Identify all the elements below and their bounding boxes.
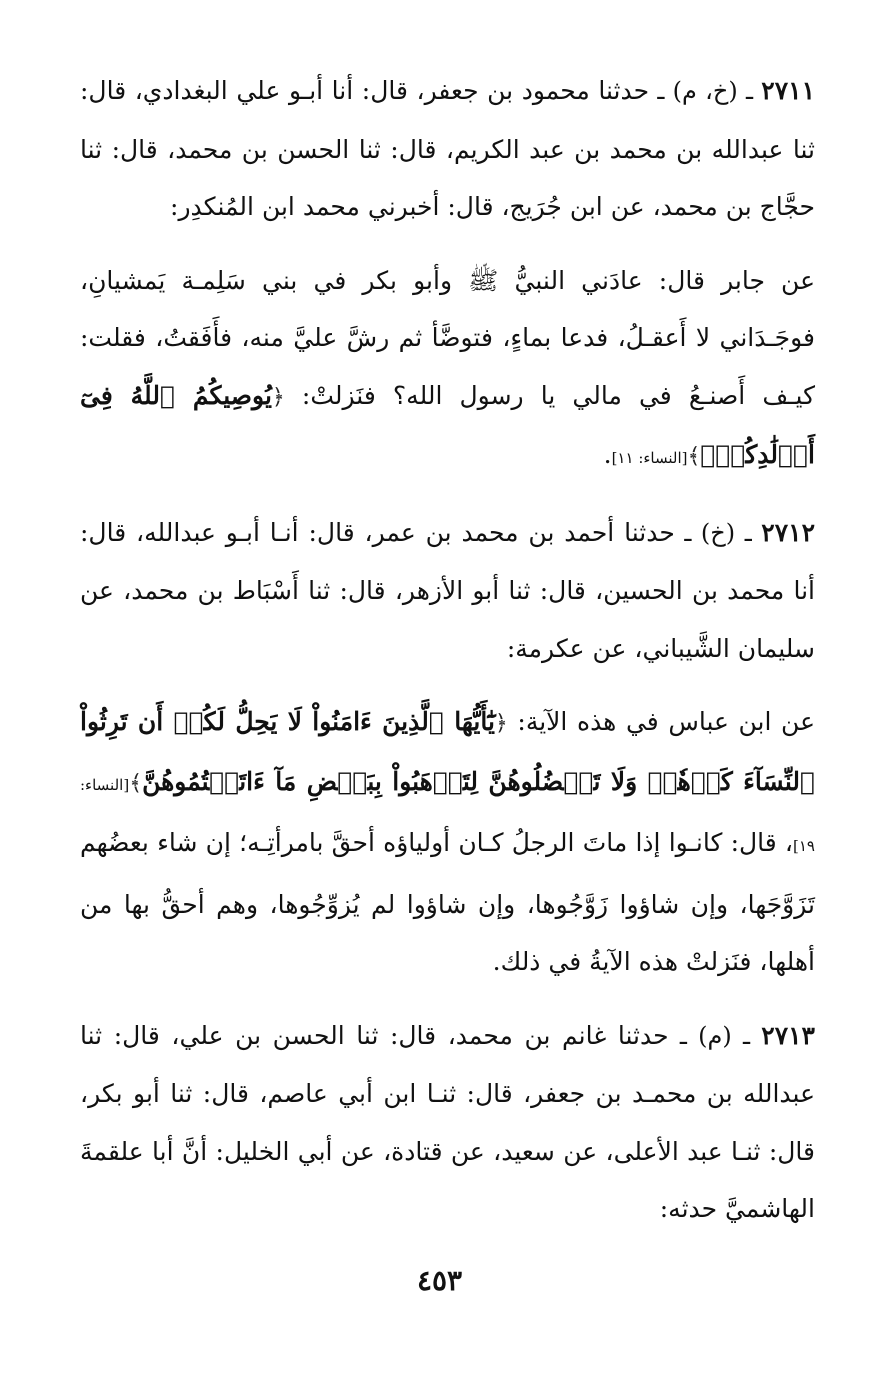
- verse-reference: [النساء: ١٩]: [80, 775, 815, 855]
- source-marker: ـ (م) ـ: [668, 1021, 762, 1050]
- matn-rest: ، قال: كانـوا إذا ماتَ الرجلُ كـان أولياؤه أحقَّ بامرأتِـه؛ إن شاء بعضُهم تَزَوَّجَها، وإن شاؤوا زَوَّجُوها، وإن شاؤوا لم يُزوِّجُوها، وهم أحقُّ بها من أهلها، فنَزلتْ هذه الآيةُ في ذلك.: [80, 828, 815, 976]
- hadith-2711-matn: [80, 252, 815, 488]
- verse-open-bracket: ﴿: [271, 384, 285, 410]
- isnad-text: حدثنا أحمد بن محمد بن عمر، قال: أنـا أبـو عبدالله، قال: أنا محمد بن الحسين، قال: ثنا أبو الأزهر، قال: ثنا أَسْبَاط بن محمد، عن سليمان الشَّيباني، عن عكرمة:: [80, 517, 815, 663]
- hadith-number: ٢٧١٣: [761, 1020, 815, 1050]
- sentence-end: .: [603, 440, 612, 469]
- hadith-number: ٢٧١٢: [761, 517, 815, 547]
- matn-prefix: عن ابن عباس في هذه الآية:: [517, 707, 815, 736]
- quran-verse: يُوصِيكُمُ ٱللَّهُ فِىٓ أَوۡلَٰدِكُمۡۖ: [80, 380, 815, 469]
- hadith-2713-isnad: [80, 1007, 815, 1238]
- page-number: ٤٥٣: [416, 1264, 463, 1297]
- verse-open-bracket: ﴿: [494, 711, 508, 736]
- verse-reference: [النساء: ١١]: [611, 449, 688, 467]
- matn-text: عن جابر قال: عادَني النبيُّ ﷺ وأبو بكر في بني سَلِمـة يَمشيانِ، فوجَـدَاني لا أَعقـلُ، فدعا بماءٍ، فتوضَّأ ثم رشَّ عليَّ منه، فأَفَقتُ، فقلت: كيـف أَصنـعُ في مالي يا رسول الله؟ فنَزلتْ:: [80, 265, 815, 410]
- verse-close-bracket: ﴾: [687, 444, 701, 469]
- verse-close-bracket: ﴾: [129, 770, 143, 796]
- isnad-text: حدثنا غانم بن محمد، قال: ثنا الحسن بن علي، قال: ثنا عبدالله بن محمـد بن جعفر، قال: ثنـا ابن أبي عاصم، قال: ثنا أبو بكر، قال: ثنـا عبد الأعلى، عن سعيد، عن قتادة، عن أبي الخليل: أنَّ أبا علقمةَ الهاشميَّ حدثه:: [80, 1020, 815, 1223]
- hadith-2712-isnad: [80, 504, 815, 678]
- page-body: [80, 62, 815, 1238]
- source-marker: ـ (خ، م) ـ: [649, 77, 762, 105]
- hadith-2711-isnad: [80, 62, 815, 236]
- quran-verse: يَٰٓأَيُّهَا ٱلَّذِينَ ءَامَنُواْ لَا يَحِلُّ لَكُمۡ أَن تَرِثُواْ ٱلنِّسَآءَ كَرۡهٗاۖ وَلَا تَعۡضُلُوهُنَّ لِتَذۡهَبُواْ بِبَعۡضِ مَآ ءَاتَيۡتُمُوهُنَّ: [80, 707, 815, 796]
- isnad-text: حدثنا محمود بن جعفر، قال: أنا أبـو علي البغدادي، قال: ثنا عبدالله بن محمد بن عبد الكريم، قال: ثنا الحسن بن محمد، قال: ثنا حجَّاج بن محمد، عن ابن جُرَيج، قال: أخبرني محمد ابن المُنكدِر:: [80, 76, 815, 221]
- source-marker: ـ (خ) ـ: [674, 518, 762, 547]
- hadith-2712-matn: [80, 693, 815, 991]
- hadith-number: ٢٧١١: [761, 76, 815, 105]
